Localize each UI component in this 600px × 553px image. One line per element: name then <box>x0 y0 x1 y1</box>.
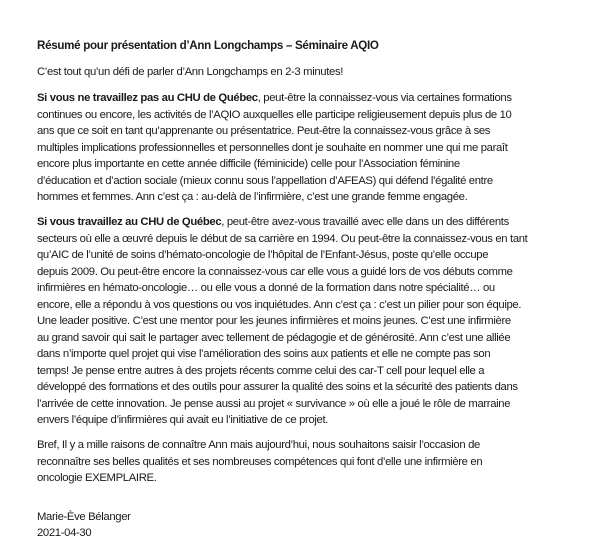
paragraph-2-line: dans n’importe quel projet qui vise l’amélioration des soins aux patients et elle ne compte pas son <box>37 348 491 360</box>
paragraph-2-line: Une leader positive. C’est une mentor pour les jeunes infirmières et moins jeunes. C’est une infirmière <box>37 315 511 327</box>
document-title: Résumé pour présentation d’Ann Longchamps – Séminaire AQIO <box>37 39 379 52</box>
paragraph-1-line: d’éducation et d’action sociale (mieux connu sous l’appellation d’AFEAS) qui défend l’égalité entre <box>37 174 493 187</box>
intro-line: C’est tout qu’un défi de parler d’Ann Longchamps en 2-3 minutes! <box>37 66 344 78</box>
paragraph-1-line-text: , peut-être la connaissez-vous via certaines formations <box>257 92 512 104</box>
paragraph-2-line: envers l’équipe d’infirmières qui avait eu l’initiative de ce projet. <box>37 414 329 426</box>
paragraph-3-line: Bref, Il y a mille raisons de connaître Ann mais aujourd’hui, nous souhaitons saisir l’occasion de <box>37 439 480 451</box>
paragraph-1-line: multiples implications professionnelles et personnelles dont je souhaite en nommer une qui me paraît <box>37 141 508 154</box>
paragraph-2-bold-lead: Si vous travaillez au CHU de Québec <box>37 216 222 228</box>
paragraph-2-line <box>37 215 509 229</box>
paragraph-2-line: temps! Je pense entre autres à des projets récents comme celui des car-T cell pour lequel elle a <box>37 364 485 377</box>
paragraph-1-bold-lead: Si vous ne travaillez pas au CHU de Québec <box>37 92 258 104</box>
paragraph-2-line-text: , peut-être avez-vous travaillé avec elle dans un des différents <box>221 216 509 228</box>
paragraph-2-line: qu’AIC de l’unité de soins d’hémato-oncologie de l’hôpital de l’Enfant-Jésus, poste qu’elle occupe <box>37 249 489 261</box>
paragraph-1-line: hommes et femmes. Ann c’est ça : au-delà de l’infirmière, c’est une grande femme engagée. <box>37 191 468 203</box>
paragraph-2-line: infirmières en hémato-oncologie… ou elle vous a donné de la formation dans notre spécialité… ou <box>37 282 495 294</box>
paragraph-1-line: continues ou encore, les activités de l’AQIO auxquelles elle participe religieusement depuis plus de 10 <box>37 108 512 121</box>
paragraph-1-line: encore plus importante en cette année difficile (féminicide) celle pour l’Association féminine <box>37 158 460 170</box>
paragraph-2-line: au grand savoir qui sait le partager avec tellement de pédagogie et de générosité. Ann c’est une alliée <box>37 331 511 344</box>
paragraph-2-line: développé des formations et des outils pour assurer la qualité des soins et la sécurité des patients dans <box>37 381 518 393</box>
paragraph-3-line: oncologie EXEMPLAIRE. <box>37 472 157 484</box>
signature-date: 2021-04-30 <box>37 527 92 539</box>
paragraph-2-line: encore, elle a répondu à vos questions ou vos inquiétudes. Ann c’est ça : c’est un pilier pour son équipe. <box>37 298 522 311</box>
paragraph-2-line: depuis 2009. Ou peut-être encore la connaissez-vous car elle vous a guidé lors de vos débuts comme <box>37 265 513 278</box>
paragraph-2-line: l’arrivée de cette innovation. Je pense aussi au projet « survivance » où elle a joué le rôle de marraine <box>37 397 511 410</box>
paragraph-1-line <box>37 91 512 105</box>
signature-name: Marie-Ève Bélanger <box>37 511 131 523</box>
paragraph-1-line: ans que ce soit en tant qu’apprenante ou présentatrice. Peut-être la connaissez-vous grâce à ses <box>37 125 491 137</box>
paragraph-3-line: reconnaître ses belles qualités et ses nombreuses compétences qui font d’elle une infirmière en <box>37 455 483 468</box>
paragraph-2-line: secteurs où elle a œuvré depuis le début de sa carrière en 1994. Ou peut-être la connaissez-vous en tant <box>37 232 528 245</box>
